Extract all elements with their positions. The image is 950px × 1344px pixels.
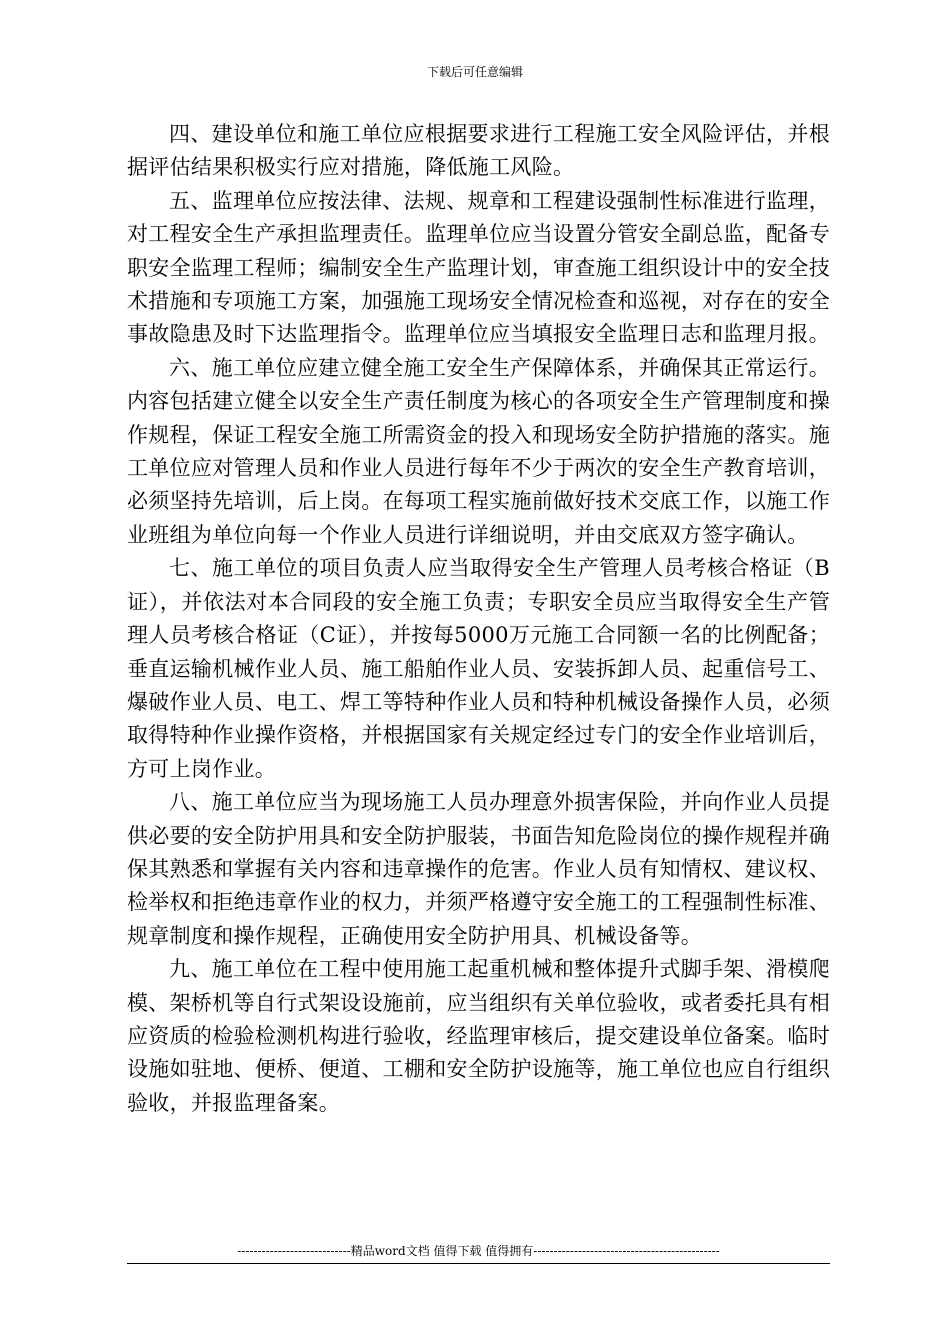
footer-divider xyxy=(127,1263,830,1264)
paragraph-7: 七、施工单位的项目负责人应当取得安全生产管理人员考核合格证（B证），并依法对本合同段的安全施工负责；专职安全员应当取得安全生产管理人员考核合格证（C证），并按每5000万元施工合同额一名的比例配备；垂直运输机械作业人员、施工船舶作业人员、安装拆卸人员、起重信号工、爆破作业人员、电工、焊工等特种作业人员和特种机械设备操作人员，必须取得特种作业操作资格，并根据国家有关规定经过专门的安全作业培训后，方可上岗作业。 xyxy=(127,556,830,781)
page-header: 下载后可任意编辑 xyxy=(426,65,523,79)
paragraph-8: 八、施工单位应当为现场施工人员办理意外损害保险，并向作业人员提供必要的安全防护用具和安全防护服装，书面告知危险岗位的操作规程并确保其熟悉和掌握有关内容和违章操作的危害。作业人员有知情权、建议权、检举权和拒绝违章作业的权力，并须严格遵守安全施工的工程强制性标准、规章制度和操作规程，正确使用安全防护用具、机械设备等。 xyxy=(127,790,830,948)
paragraph-5: 五、监理单位应按法律、法规、规章和工程建设强制性标准进行监理，对工程安全生产承担监理责任。监理单位应当设置分管安全副总监，配备专职安全监理工程师；编制安全生产监理计划，审查施工组织设计中的安全技术措施和专项施工方案，加强施工现场安全情况检查和巡视，对存在的安全事故隐患及时下达监理指令。监理单位应当填报安全监理日志和监理月报。 xyxy=(127,188,830,347)
page-footer: ----------------------------精品word文档 值得下载 值得拥有---------------------------------------------- xyxy=(237,1244,720,1258)
document-body xyxy=(127,118,830,1120)
paragraph-9: 九、施工单位在工程中使用施工起重机械和整体提升式脚手架、滑模爬模、架桥机等自行式架设设施前，应当组织有关单位验收，或者委托具有相应资质的检验检测机构进行验收，经监理审核后，提交建设单位备案。临时设施如驻地、便桥、便道、工棚和安全防护设施等，施工单位也应自行组织验收，并报监理备案。 xyxy=(127,957,830,1115)
paragraph-4: 四、建设单位和施工单位应根据要求进行工程施工安全风险评估，并根据评估结果积极实行应对措施，降低施工风险。 xyxy=(127,122,830,180)
paragraph-6: 六、施工单位应建立健全施工安全生产保障体系，并确保其正常运行。内容包括建立健全以安全生产责任制度为核心的各项安全生产管理制度和操作规程，保证工程安全施工所需资金的投入和现场安全防护措施的落实。施工单位应对管理人员和作业人员进行每年不少于两次的安全生产教育培训，必须坚持先培训，后上岗。在每项工程实施前做好技术交底工作，以施工作业班组为单位向每一个作业人员进行详细说明，并由交底双方签字确认。 xyxy=(127,355,830,547)
